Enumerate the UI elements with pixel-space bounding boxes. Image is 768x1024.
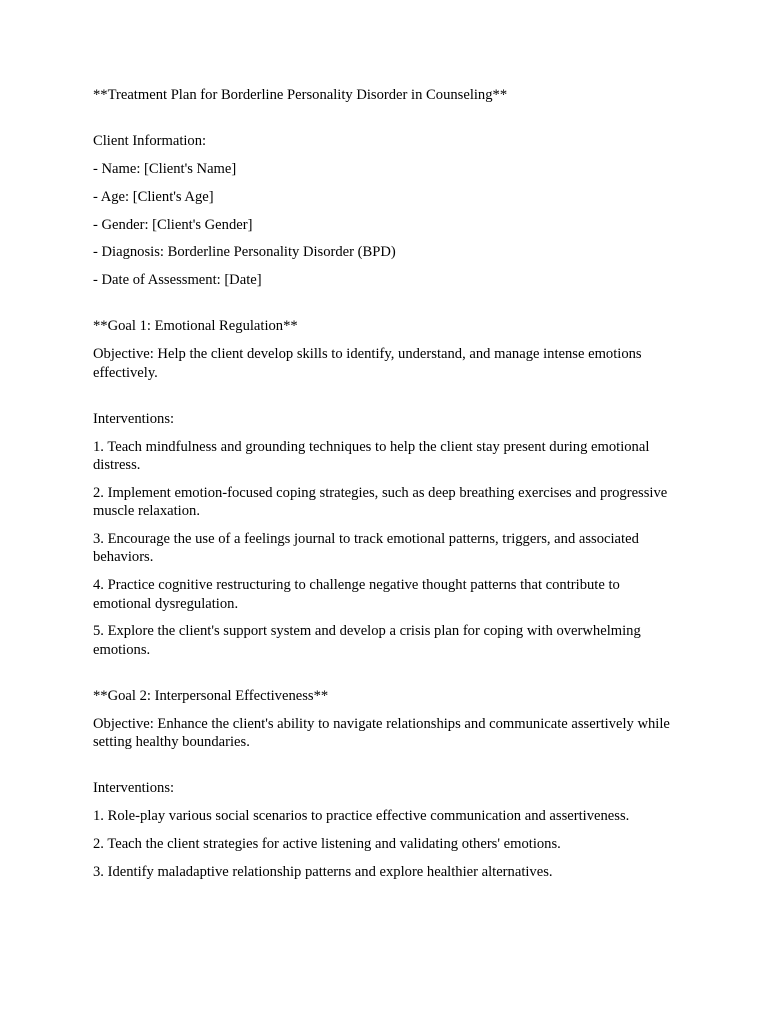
client-age-line: - Age: [Client's Age] (93, 188, 214, 205)
client-assessment-date-line: - Date of Assessment: [Date] (93, 272, 262, 289)
spacer (93, 391, 680, 409)
goal-1-intervention-item: 4. Practice cognitive restructuring to challenge negative thought patterns that contribute to emotional dysregulation. (93, 577, 620, 612)
goal-2-interventions-heading: Interventions: (93, 780, 175, 797)
goal-2-heading: **Goal 2: Interpersonal Effectiveness** (93, 687, 329, 704)
client-info-heading: Client Information: (93, 133, 207, 150)
client-gender-line: - Gender: [Client's Gender] (93, 216, 253, 233)
client-diagnosis-line: - Diagnosis: Borderline Personality Disorder (BPD) (93, 244, 396, 261)
spacer (93, 114, 680, 132)
spacer (93, 299, 680, 317)
goal-2-intervention-item: 3. Identify maladaptive relationship patterns and explore healthier alternatives. (93, 863, 553, 880)
goal-1-intervention-item: 1. Teach mindfulness and grounding techniques to help the client stay present during emotional distress. (93, 438, 650, 473)
goal-2-intervention-item: 2. Teach the client strategies for active listening and validating others' emotions. (93, 835, 561, 852)
goal-1-objective: Objective: Help the client develop skills to identify, understand, and manage intense emotions effectively. (93, 346, 642, 381)
goal-1-heading: **Goal 1: Emotional Regulation** (93, 318, 298, 335)
client-name-line: - Name: [Client's Name] (93, 160, 237, 177)
spacer (93, 761, 680, 779)
goal-2-objective: Objective: Enhance the client's ability to navigate relationships and communicate assertively while setting healthy boundaries. (93, 715, 670, 751)
goal-1-intervention-item: 2. Implement emotion-focused coping strategies, such as deep breathing exercises and progressive muscle relaxation. (93, 484, 668, 520)
goal-1-intervention-item: 5. Explore the client's support system and develop a crisis plan for coping with overwhelming emotions. (93, 623, 641, 658)
goal-1-interventions-heading: Interventions: (93, 410, 175, 427)
goal-2-intervention-item: 1. Role-play various social scenarios to practice effective communication and assertiveness. (93, 808, 630, 825)
goal-1-intervention-item: 3. Encourage the use of a feelings journal to track emotional patterns, triggers, and associated behaviors. (93, 530, 639, 566)
document-title: **Treatment Plan for Borderline Personality Disorder in Counseling** (93, 87, 508, 103)
spacer (93, 669, 680, 687)
